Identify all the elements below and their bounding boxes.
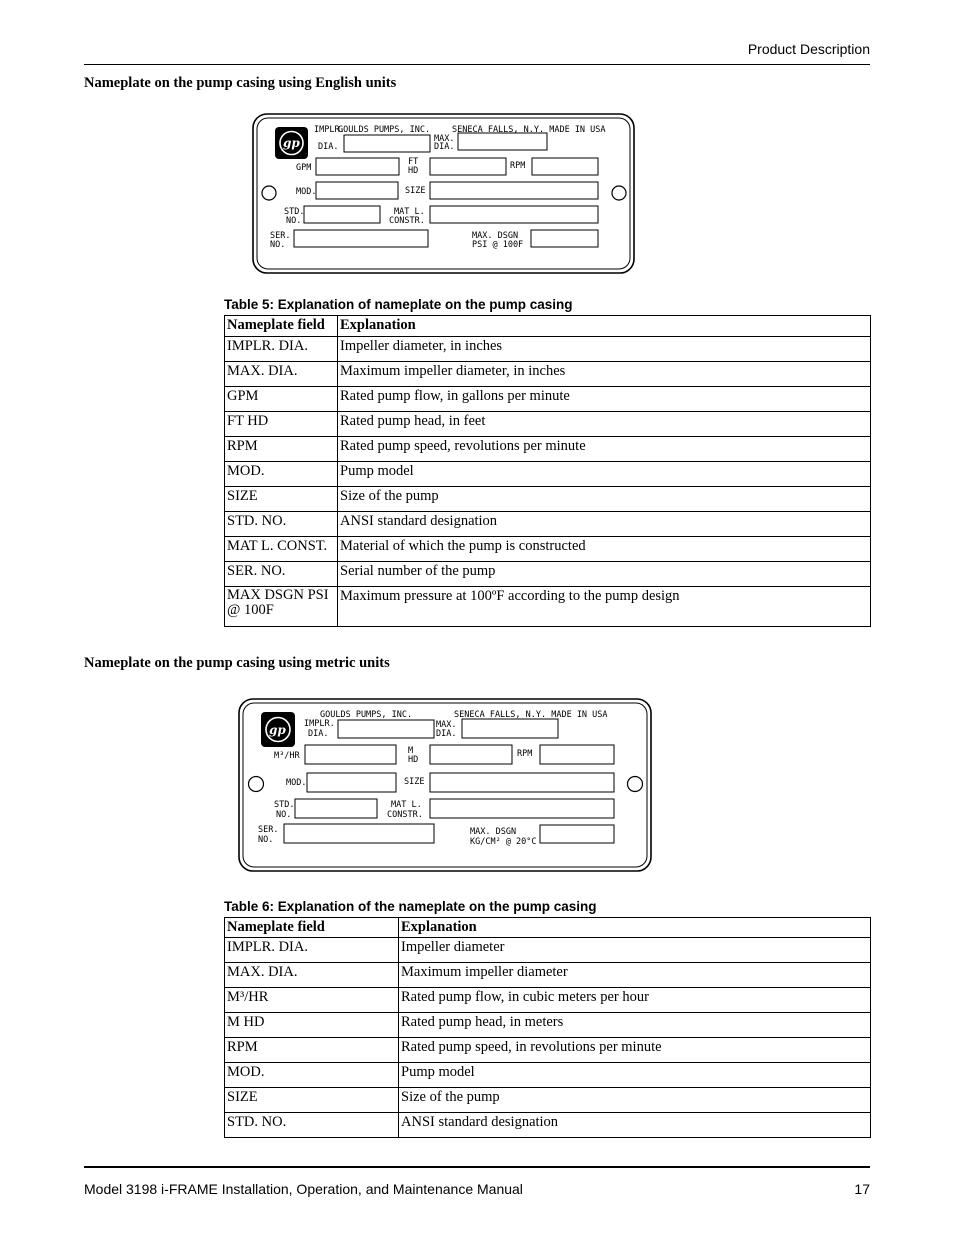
table-header-row	[225, 918, 871, 938]
table-row	[225, 387, 871, 412]
table-row	[225, 1088, 871, 1113]
svg-text:DIA.: DIA.	[318, 142, 339, 152]
explanation-cell: Rated pump flow, in cubic meters per hour	[399, 988, 871, 1013]
table-row	[225, 938, 871, 963]
svg-text:MAX. DSGN: MAX. DSGN	[470, 827, 517, 837]
field-cell: RPM	[225, 437, 338, 462]
footer-rule	[84, 1166, 870, 1168]
field-cell: FT HD	[225, 412, 338, 437]
svg-text:MAX.: MAX.	[434, 134, 455, 144]
table-row	[225, 537, 871, 562]
field-cell: M HD	[225, 1013, 399, 1038]
svg-text:RPM: RPM	[510, 161, 526, 171]
svg-text:DIA.: DIA.	[436, 729, 457, 739]
table-row	[225, 1013, 871, 1038]
field-cell: SIZE	[225, 487, 338, 512]
svg-text:FT: FT	[408, 157, 419, 167]
svg-text:SIZE: SIZE	[405, 186, 426, 196]
field-cell: MAT L. CONST.	[225, 537, 338, 562]
footer-manual-title: Model 3198 i-FRAME Installation, Operation, and Maintenance Manual	[84, 1181, 523, 1197]
explanation-cell: Pump model	[399, 1063, 871, 1088]
svg-text:GOULDS PUMPS, INC.: GOULDS PUMPS, INC.	[320, 710, 413, 720]
explanation-cell: ANSI standard designation	[338, 512, 871, 537]
explanation-cell: Impeller diameter, in inches	[338, 337, 871, 362]
explanation-cell: Maximum impeller diameter	[399, 963, 871, 988]
table-caption: Table 6: Explanation of the nameplate on the pump casing	[224, 899, 597, 914]
explanation-cell: Serial number of the pump	[338, 562, 871, 587]
svg-text:MAT L.: MAT L.	[394, 207, 425, 217]
explanation-cell: Size of the pump	[399, 1088, 871, 1113]
svg-text:NO.: NO.	[276, 810, 292, 820]
svg-text:NO.: NO.	[258, 835, 274, 845]
table-row	[225, 487, 871, 512]
svg-text:DIA.: DIA.	[308, 729, 329, 739]
nameplate-metric-figure	[238, 698, 652, 872]
section-heading-metric: Nameplate on the pump casing using metric units	[84, 655, 390, 671]
svg-text:RPM: RPM	[517, 749, 533, 759]
table-row	[225, 1113, 871, 1138]
svg-text:MOD.: MOD.	[296, 187, 317, 197]
table-row	[225, 462, 871, 487]
table-row	[225, 337, 871, 362]
table-row	[225, 587, 871, 627]
column-header: Nameplate field	[225, 316, 338, 337]
svg-text:KG/CM² @ 20°C: KG/CM² @ 20°C	[470, 837, 537, 847]
explanation-cell: Pump model	[338, 462, 871, 487]
explanation-cell: Rated pump head, in feet	[338, 412, 871, 437]
svg-text:DIA.: DIA.	[434, 142, 455, 152]
svg-text:MAX.: MAX.	[436, 720, 457, 730]
table-caption: Table 5: Explanation of nameplate on the pump casing	[224, 297, 573, 312]
svg-text:GOULDS PUMPS, INC.: GOULDS PUMPS, INC.	[338, 125, 431, 135]
field-cell: M³/HR	[225, 988, 399, 1013]
field-cell: MAX. DIA.	[225, 362, 338, 387]
svg-text:HD: HD	[408, 755, 419, 765]
field-cell: MOD.	[225, 1063, 399, 1088]
field-line: MAX DSGN PSI	[227, 587, 329, 603]
nameplate-metric-table	[224, 917, 871, 1138]
field-cell: SIZE	[225, 1088, 399, 1113]
header-rule	[84, 64, 870, 65]
explanation-cell: Impeller diameter	[399, 938, 871, 963]
explanation-cell: Material of which the pump is constructed	[338, 537, 871, 562]
field-line: @ 100F	[227, 602, 274, 618]
table-row	[225, 562, 871, 587]
svg-text:NO.: NO.	[270, 240, 286, 250]
explanation-cell: Maximum pressure at 100ºF according to the pump design	[338, 587, 871, 627]
svg-text:NO.: NO.	[286, 216, 302, 226]
svg-text:PSI @ 100F: PSI @ 100F	[472, 240, 524, 250]
svg-text:gp: gp	[269, 723, 286, 737]
nameplate-english-figure	[252, 113, 635, 274]
field-cell	[225, 587, 338, 627]
explanation-cell: Rated pump speed, revolutions per minute	[338, 437, 871, 462]
field-cell: IMPLR. DIA.	[225, 938, 399, 963]
explanation-cell: Size of the pump	[338, 487, 871, 512]
svg-text:CONSTR.: CONSTR.	[389, 216, 425, 226]
svg-text:STD.: STD.	[284, 207, 305, 217]
table-row	[225, 1063, 871, 1088]
table-row	[225, 437, 871, 462]
field-cell: SER. NO.	[225, 562, 338, 587]
svg-text:M³/HR: M³/HR	[274, 751, 300, 761]
svg-text:SIZE: SIZE	[404, 777, 425, 787]
field-cell: RPM	[225, 1038, 399, 1063]
svg-text:IMPLR.: IMPLR.	[314, 125, 345, 135]
svg-text:SENECA FALLS, N.Y. MADE IN USA: SENECA FALLS, N.Y. MADE IN USA	[454, 710, 608, 720]
field-cell: MAX. DIA.	[225, 963, 399, 988]
table-header-row	[225, 316, 871, 337]
goulds-logo-icon	[275, 127, 308, 159]
svg-text:MAT L.: MAT L.	[391, 800, 422, 810]
svg-text:M: M	[408, 746, 414, 756]
svg-text:MOD.: MOD.	[286, 778, 307, 788]
table-row	[225, 362, 871, 387]
svg-text:MAX. DSGN: MAX. DSGN	[472, 231, 519, 241]
column-header: Explanation	[399, 918, 871, 938]
field-cell: GPM	[225, 387, 338, 412]
explanation-cell: Rated pump flow, in gallons per minute	[338, 387, 871, 412]
explanation-cell: ANSI standard designation	[399, 1113, 871, 1138]
goulds-logo-icon	[261, 712, 295, 747]
field-cell: STD. NO.	[225, 512, 338, 537]
svg-text:HD: HD	[408, 166, 419, 176]
svg-text:CONSTR.: CONSTR.	[387, 810, 423, 820]
svg-text:gp: gp	[283, 136, 300, 150]
table-row	[225, 988, 871, 1013]
explanation-cell: Maximum impeller diameter, in inches	[338, 362, 871, 387]
svg-text:STD.: STD.	[274, 800, 295, 810]
column-header: Nameplate field	[225, 918, 399, 938]
column-header: Explanation	[338, 316, 871, 337]
nameplate-english-table	[224, 315, 871, 627]
table-row	[225, 963, 871, 988]
running-header: Product Description	[747, 41, 870, 57]
field-cell: STD. NO.	[225, 1113, 399, 1138]
field-cell: MOD.	[225, 462, 338, 487]
table-row	[225, 1038, 871, 1063]
svg-text:SER.: SER.	[270, 231, 291, 241]
svg-text:SENECA FALLS, N.Y. MADE IN USA: SENECA FALLS, N.Y. MADE IN USA	[452, 125, 606, 135]
explanation-cell: Rated pump head, in meters	[399, 1013, 871, 1038]
field-cell: IMPLR. DIA.	[225, 337, 338, 362]
explanation-cell: Rated pump speed, in revolutions per minute	[399, 1038, 871, 1063]
svg-text:SER.: SER.	[258, 825, 279, 835]
svg-text:IMPLR.: IMPLR.	[304, 719, 335, 729]
table-row	[225, 512, 871, 537]
table-row	[225, 412, 871, 437]
section-heading-english: Nameplate on the pump casing using English units	[84, 75, 397, 91]
page-number: 17	[854, 1181, 870, 1197]
svg-text:GPM: GPM	[296, 163, 312, 173]
